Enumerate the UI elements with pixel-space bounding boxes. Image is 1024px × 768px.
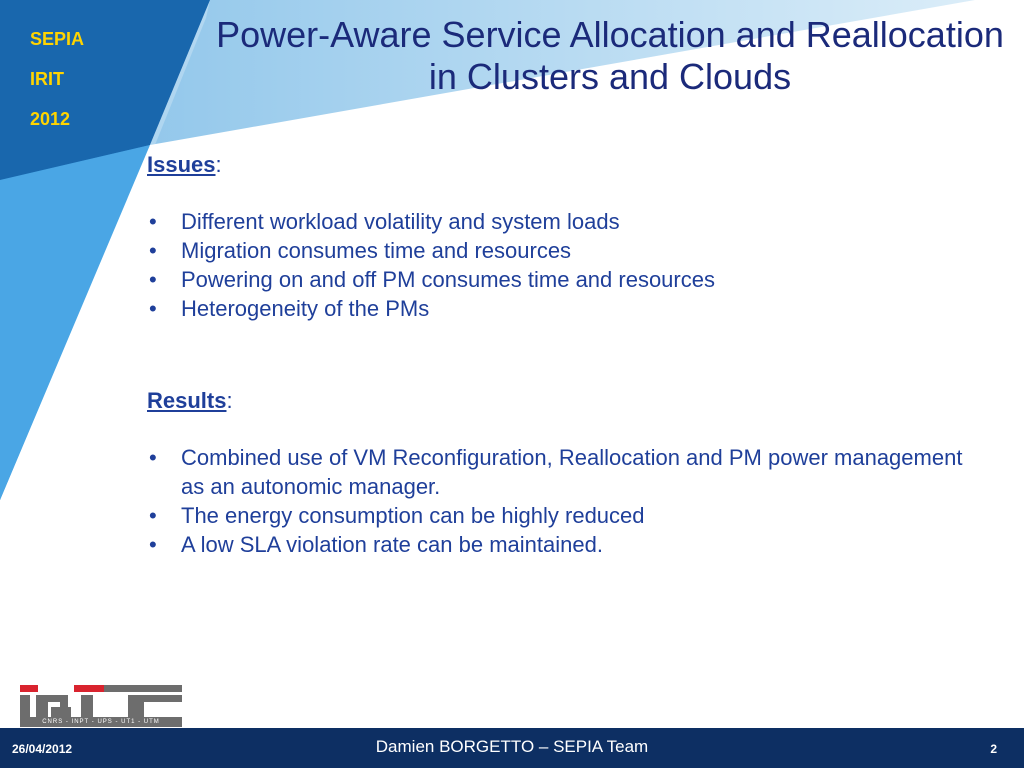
- list-item-text: Different workload volatility and system loads: [181, 209, 620, 234]
- bullet-icon: •: [149, 445, 157, 470]
- results-heading: [147, 386, 967, 415]
- slide-content: [147, 150, 967, 559]
- bullet-icon: •: [149, 238, 157, 263]
- list-item-text: Migration consumes time and resources: [181, 238, 572, 263]
- issues-list: [147, 207, 967, 323]
- list-item: [147, 530, 967, 559]
- issues-heading-suffix: :: [215, 152, 222, 177]
- list-item-text: Heterogeneity of the PMs: [181, 296, 430, 321]
- sidebar-label-sepia: SEPIA: [30, 29, 85, 49]
- list-item-text: Powering on and off PM consumes time and resources: [181, 267, 715, 292]
- irit-logo: [20, 685, 182, 727]
- list-item-text: A low SLA violation rate can be maintained.: [181, 532, 603, 557]
- sidebar-label-irit: IRIT: [30, 69, 64, 89]
- list-item: [147, 501, 967, 530]
- list-item: [147, 265, 967, 294]
- irit-logo-mark: [20, 685, 182, 717]
- irit-logo-subtext: CNRS - INPT - UPS - UT1 - UTM: [20, 717, 182, 727]
- bullet-icon: •: [149, 267, 157, 292]
- slide-footer: [0, 728, 1024, 768]
- footer-page-number: 2: [990, 742, 997, 756]
- results-list: [147, 443, 967, 559]
- sidebar-labels: [30, 28, 84, 130]
- results-heading-suffix: :: [226, 388, 233, 413]
- issues-heading: [147, 150, 967, 179]
- list-item-text: Combined use of VM Reconfiguration, Reallocation and PM power management as an autonomic manager.: [181, 445, 963, 499]
- bullet-icon: •: [149, 209, 157, 234]
- footer-date: 26/04/2012: [12, 742, 73, 756]
- issues-section: [147, 150, 967, 323]
- bullet-icon: •: [149, 532, 157, 557]
- list-item: [147, 443, 967, 501]
- list-item: [147, 294, 967, 323]
- results-section: [147, 386, 967, 559]
- issues-heading-text: Issues: [147, 152, 216, 177]
- list-item: [147, 236, 967, 265]
- results-heading-text: Results: [147, 388, 227, 413]
- list-item-text: The energy consumption can be highly reduced: [181, 503, 645, 528]
- footer-presenter: Damien BORGETTO – SEPIA Team: [375, 737, 649, 756]
- bullet-icon: •: [149, 296, 157, 321]
- list-item: [147, 207, 967, 236]
- sidebar-label-year: 2012: [30, 109, 71, 129]
- bullet-icon: •: [149, 503, 157, 528]
- slide-title: Power-Aware Service Allocation and Reallocation in Clusters and Clouds: [216, 14, 1004, 97]
